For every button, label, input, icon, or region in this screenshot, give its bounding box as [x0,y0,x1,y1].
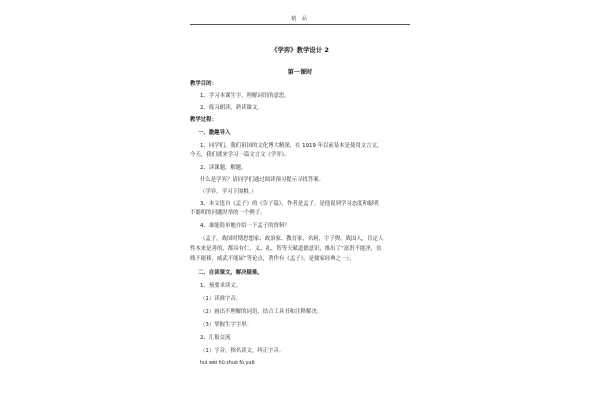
section-title: 第一课时 [287,69,313,76]
page-header-label: 精 品 [291,16,309,22]
paragraph-line: （1）字音，指名读文，纠正字音。 [200,348,285,354]
paragraph-line: （孟子，战国时期思想家、政治家、教育家，名轲，字子舆，战国人，肯定人 [200,236,384,242]
paragraph-line: 性本来是善的，都具有仁、义、礼、智等天赋道德意识，推出了“富贵不能淫，贫 [190,246,382,252]
paragraph-line: 今天，我们就来学习一篇文言文《学弈》。 [190,152,290,158]
pinyin-line: huì wéi hū zhuó fú yuē [200,361,255,366]
goals-heading: 教学目的： [190,81,217,87]
part-heading: 一、激趣导入 [198,130,231,136]
paragraph-line: （2）画出不理解的词语，结合工具书和注释解决。 [200,309,323,315]
paragraph-line: 1、同学们，我们祖国的文化博大精深，在 1919 年以前基本是使用文言文， [200,143,383,149]
paragraph-line: 1、预要求读文。 [200,283,242,289]
part-heading: 二、自读课文，解决疑难。 [198,270,263,276]
paragraph-line: 不聪明的问题时举的一个例子。 [190,210,266,216]
paragraph-line: 2、汇报交流 [200,335,231,341]
header-divider [190,24,410,25]
paragraph-line: 什么是学弈？请同学们通过阅读预习提示寻找答案。 [200,177,324,183]
paragraph-line: （1）读准字音。 [200,296,242,302]
goal-item: 2、练习朗读，熟读课文。 [200,105,263,111]
paragraph-line: 4、谁能简单地介绍一下孟子的资料？ [200,223,290,229]
paragraph-line: 3、本文选自《孟子》的《告子篇》，作者是孟子。是他说到学习态度和聪明 [200,201,379,207]
paragraph-line: 贱不能移，威武不能屈”等论点，著作有《孟子》，是儒家经典之一）， [190,256,355,262]
goal-item: 1、学习本课生字，理解词语的意思。 [200,93,290,99]
paragraph-line: （3）掌握生字字形。 [200,322,252,328]
process-heading: 教学过程： [190,117,217,123]
paragraph-line: 2、读课题，解题。 [200,165,247,171]
paragraph-line: （学弈，学习下围棋。） [200,189,257,195]
document-title: 《学弈》教学设计 2 [271,46,329,54]
